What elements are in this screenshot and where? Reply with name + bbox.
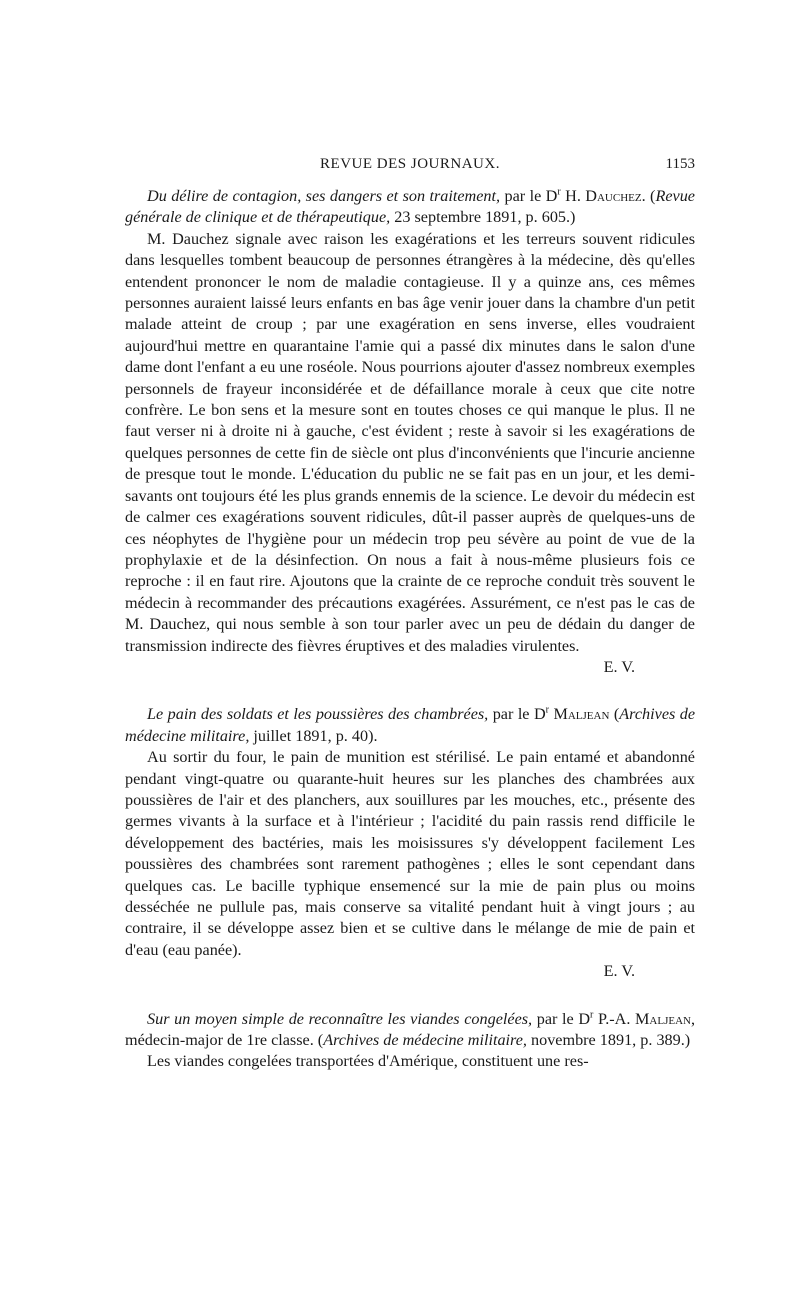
running-title: REVUE DES JOURNAUX. — [320, 156, 500, 172]
citation-details: juillet 1891, p. 40). — [249, 726, 378, 745]
citation-journal-open: ( — [609, 705, 620, 724]
page-number: 1153 — [665, 156, 695, 172]
citation-details: 23 septembre 1891, p. 605.) — [390, 208, 576, 227]
article-author: P.-A. Maljean, — [593, 1009, 696, 1028]
article-title: Le pain des soldats et les poussières des chambrées, — [147, 705, 489, 724]
article-body: Les viandes congelées transportées d'Amérique, constituent une res- — [147, 1052, 589, 1071]
article-signature: E. V. — [603, 657, 635, 676]
article-author: H. Dauchez. — [560, 187, 646, 205]
citation-journal-open: médecin-major de 1re classe. ( — [125, 1031, 324, 1050]
article-title: Sur un moyen simple de reconnaître les viandes congelées, — [147, 1009, 533, 1028]
citation-by-sup: r — [590, 1009, 594, 1021]
citation-journal-open: ( — [645, 187, 656, 205]
running-head — [125, 150, 695, 178]
article-journal: Archives de médecine militaire, — [125, 705, 696, 745]
article-journal: Revue générale de clinique et de thérapeutique, — [125, 187, 695, 227]
citation-by: par le D — [488, 705, 546, 724]
article-citation — [125, 704, 695, 747]
article-signature: E. V. — [603, 962, 635, 981]
article-body: Au sortir du four, le pain de munition est stérilisé. Le pain entamé et abandonné pendant vingt-quatre ou quarante-huit heures sur les planches des chambrées aux poussières de l'air et des planchers, aux souillures par les mouches, etc., présente des germes vivants à la surface et à l'intérieur ; l'acidité du pain rassis rend difficile le développement des bactéries, mais les moisissures s'y développent facilement Les poussières des chambrées sont rarement pathogènes ; elles le sont cependant dans quelques cas. Le bacille typhique ensemencé sur la mie de pain plus ou moins desséchée ne pullule pas, mais conserve sa vitalité pendant huit à vingt jours ; au contraire, il se développe assez bien et se cultive dans le mélange de mie de pain et d'eau (eau panée). — [125, 748, 695, 959]
citation-by-sup: r — [545, 704, 549, 716]
citation-by: par le D — [500, 187, 558, 205]
article-title: Du délire de contagion, ses dangers et son traitement, — [147, 187, 501, 205]
article-delire-contagion — [125, 186, 695, 678]
article-body: M. Dauchez signale avec raison les exagérations et les terreurs souvent ridicules dans lesquelles tombent beaucoup de personnes étrangères à la médecine, dès qu'elles entendent prononcer le nom de maladie contagieuse. Il y a quinze ans, ces mêmes personnes auraient laissé leurs enfants en bas âge venir jouer dans la chambre d'un petit malade atteint de croup ; par une exagération en sens inverse, elles voudraient aujourd'hui mettre en quarantaine l'amie qui a passé dix minutes dans le salon d'une dame dont l'enfant a eu une roséole. Nous pourrions ajouter d'assez nombreux exemples personnels de frayeur inconsidérée et de défaillance morale à ceux que cite notre confrère. Le bon sens et la mesure sont en toutes choses ce qui manque le plus. Il ne faut verser ni à droite ni à gauche, c'est évident ; reste à savoir si les exagérations de quelques personnes de cette fin de siècle ont plus d'inconvénients que l'incurie ancienne de presque tout le monde. L'éducation du public ne se fait pas en un jour, et les demi-savants ont toujours été les plus grands ennemis de la science. Le devoir du médecin est de calmer ces exagérations souvent ridicules, dût-il passer auprès de quelques-uns de ces néophytes de l'hygiène pour un médecin trop peu sévère au point de vue de la prophylaxie et de la désinfection. On nous a fait à nous-même plusieurs fois ce reproche : il en faut rire. Ajoutons que la crainte de ce reproche conduit très souvent le médecin à recommander des précautions exagérées. Assurément, ce n'est pas le cas de M. Dauchez, qui nous semble à son tour parler avec un peu de dédain du danger de transmission indirecte des fièvres éruptives et des maladies virulentes. — [125, 229, 695, 655]
citation-details: novembre 1891, p. 389.) — [526, 1031, 691, 1050]
article-journal: Archives de médecine militaire, — [323, 1031, 527, 1050]
article-citation — [125, 186, 695, 229]
article-author: Maljean — [549, 705, 610, 724]
journal-page — [125, 150, 695, 1073]
citation-by: par le D — [532, 1009, 591, 1028]
citation-by-sup: r — [557, 186, 561, 198]
article-citation — [125, 1009, 695, 1052]
article-pain-soldats — [125, 704, 695, 982]
article-viandes-congelees — [125, 1009, 695, 1073]
